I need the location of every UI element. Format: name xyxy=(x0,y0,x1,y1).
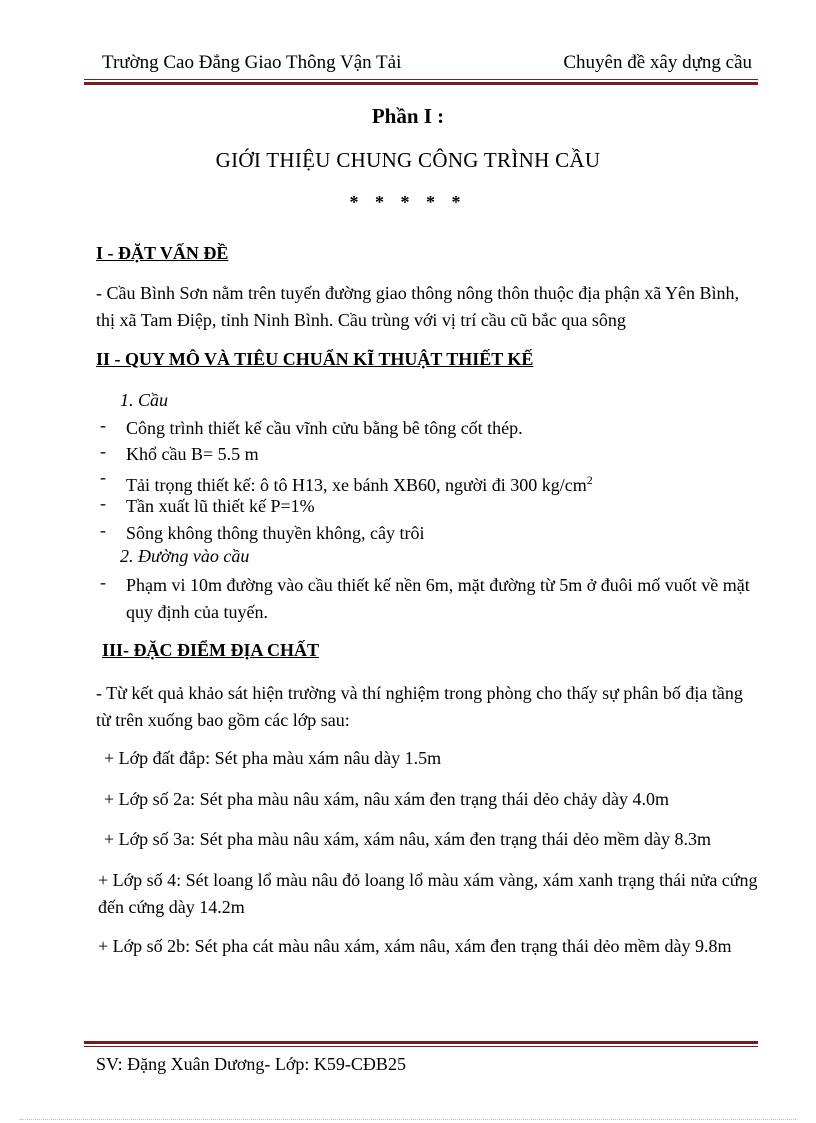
header-school: Trường Cao Đẳng Giao Thông Vận Tải xyxy=(102,52,402,73)
section-1-paragraph: - Cầu Bình Sơn nằm trên tuyến đường giao thông nông thôn thuộc địa phận xã Yên Bình, thị xã Tam Điệp, tỉnh Ninh Bình. Cầu trùng với vị trí cầu cũ bắc qua sông xyxy=(96,283,740,330)
footer-student-info: SV: Đặng Xuân Dương- Lớp: K59-CĐB25 xyxy=(96,1054,406,1074)
list-item-text: Sông không thông thuyền không, cây trôi xyxy=(126,523,425,543)
soil-layer-item: + Lớp đất đắp: Sét pha màu xám nâu dày 1.5m xyxy=(104,748,442,768)
list-item-text: Công trình thiết kế cầu vĩnh cửu bằng bê tông cốt thép. xyxy=(126,418,523,438)
header-rule-thick xyxy=(84,82,758,85)
page-edge-dotted-line xyxy=(20,1119,796,1120)
soil-layer-item: + Lớp số 2a: Sét pha màu nâu xám, nâu xám đen trạng thái dẻo chảy dày 4.0m xyxy=(104,789,670,809)
list-item-text: Khổ cầu B= 5.5 m xyxy=(126,444,259,464)
part-title: GIỚI THIỆU CHUNG CÔNG TRÌNH CẦU xyxy=(215,148,601,172)
soil-layer-item: + Lớp số 2b: Sét pha cát màu nâu xám, xám nâu, xám đen trạng thái dẻo mềm dày 9.8m xyxy=(98,936,732,956)
subheading-bridge: 1. Cầu xyxy=(120,390,169,410)
separator-stars: * * * * * xyxy=(349,192,467,212)
soil-layer-item: + Lớp số 4: Sét loang lổ màu nâu đỏ loang lổ màu xám vàng, xám xanh trạng thái nửa cứng đến cứng dày 14.2m xyxy=(98,870,758,917)
subheading-approach-road: 2. Đường vào cầu xyxy=(120,546,250,566)
soil-layer-item: + Lớp số 3a: Sét pha màu nâu xám, xám nâu, xám đen trạng thái dẻo mềm dày 8.3m xyxy=(104,829,712,849)
footer-rule-thick xyxy=(84,1041,758,1044)
superscript: 2 xyxy=(586,473,593,487)
section-heading-3: III- ĐẶC ĐIỂM ĐỊA CHẤT xyxy=(102,640,320,660)
part-number: Phần I : xyxy=(371,104,445,128)
section-heading-1: I - ĐẶT VẤN ĐỀ xyxy=(96,243,229,263)
header-rule-thin xyxy=(84,79,758,80)
header-topic: Chuyên đề xây dựng cầu xyxy=(563,52,752,73)
section-heading-2: II - QUY MÔ VÀ TIÊU CHUẨN KĨ THUẬT THIẾT KẾ xyxy=(96,349,534,369)
list-item-text: Tần xuất lũ thiết kế P=1% xyxy=(126,496,315,516)
load-text: Tải trọng thiết kế: ô tô H13, xe bánh XB60, người đi 300 kg/cm xyxy=(126,475,587,495)
section-3-intro: - Từ kết quả khảo sát hiện trường và thí nghiệm trong phòng cho thấy sự phân bố địa tầng từ trên xuống bao gồm các lớp sau: xyxy=(96,683,743,730)
footer-rule-thin xyxy=(84,1046,758,1047)
list-item-text: Phạm vi 10m đường vào cầu thiết kế nền 6m, mặt đường từ 5m ở đuôi mố vuốt về mặt quy định của tuyến. xyxy=(126,575,750,622)
